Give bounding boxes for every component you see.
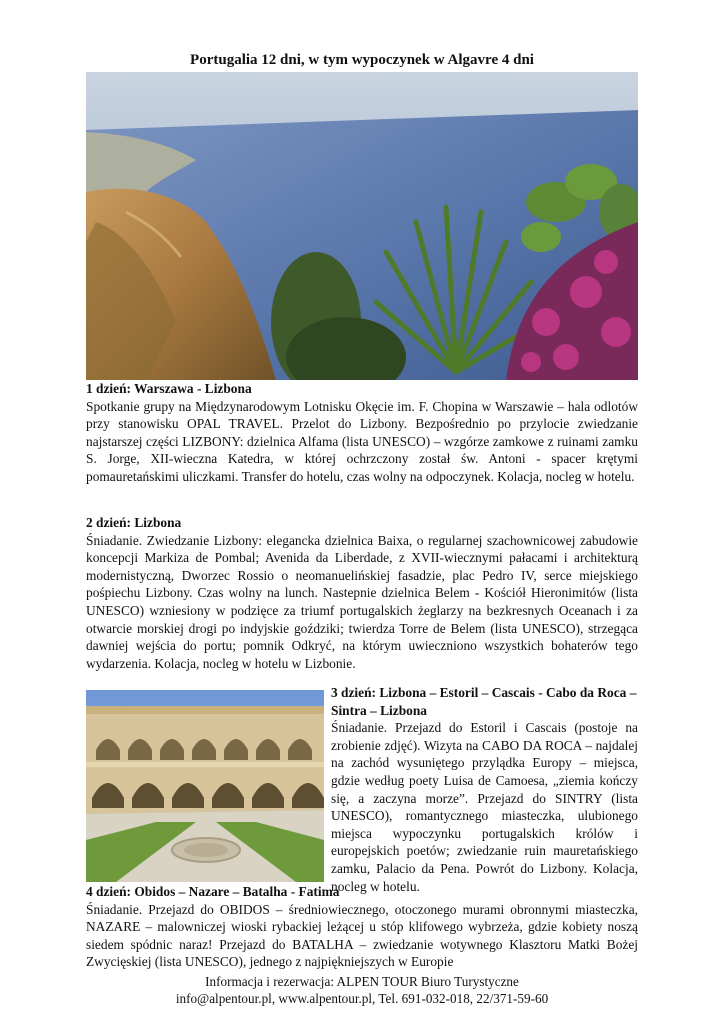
day-4-section [86, 883, 638, 973]
day-3-section [331, 684, 638, 895]
day-1-section [86, 380, 638, 486]
day-2-section [86, 514, 638, 672]
document-title: Portugalia 12 dni, w tym wypoczynek w Algavre 4 dni [190, 52, 534, 68]
day-1-description: Spotkanie grupy na Międzynarodowym Lotnisku Okęcie im. F. Chopina w Warszawie – hala odlotów przy stanowisku OPAL TRAVEL. Przelot do Lizbony. Bezpośrednio po przylocie zwiedzanie najstarszej części LIZBONY: dzielnica Alfama (lista UNESCO) – wzgórze zamkowe z ruinami zamku S. Jorge, XII-wieczna Katedra, w której ochrzczony został św. Antoni - spacer krętymi pomauretańskimi uliczkami. Transfer do hotelu, czas wolny na odpoczynek. Kolacja, nocleg w hotelu. [86, 398, 638, 484]
page-footer [86, 973, 638, 1007]
day-3-description: Śniadanie. Przejazd do Estoril i Cascais (postoje na zrobienie zdjęć). Wizyta na CABO DA ROCA – najdalej na zachód wysuniętego przylądka Europy – miejsca, gdzie według poety Luisa de Camoesa, „ziemia kończy się, a zaczyna morze”. Przejazd do SINTRY (lista UNESCO), romantycznego miasteczka, ulubionego miejsca wypoczynku portugalskich królów i europejskich poetów; zwiedzanie ruin mauretańskiego zamku, Palacio da Pena. Powrót do Lizbony. Kolacja, nocleg w hotelu. [331, 720, 638, 894]
day-4-description: Śniadanie. Przejazd do OBIDOS – średniowiecznego, otoczonego murami obronnymi miasteczka, NAZARE – malowniczej wioski rybackiej leżącej u stóp klifowego wybrzeża, gdzie kobiety noszą siedem spódnic naraz! Przejazd do BATALHA – zwiedzanie wotywnego Klasztoru Matki Bożej Zwycięskiej (lista UNESCO), jednego z najpiękniejszych w Europie [86, 901, 638, 970]
footer-booking-info: Informacja i rezerwacja: ALPEN TOUR Biuro Turystyczne [205, 974, 519, 989]
day-2-heading: 2 dzień: Lizbona [86, 515, 182, 530]
day-4-heading: 4 dzień: Obidos – Nazare – Batalha - Fatima [86, 884, 340, 899]
coastal-cliff-photo [86, 72, 638, 380]
day-3-heading: 3 dzień: Lizbona – Estoril – Cascais - Cabo da Roca – Sintra – Lizbona [331, 685, 637, 718]
footer-contact-info: info@alpentour.pl, www.alpentour.pl, Tel. 691-032-018, 22/371-59-60 [175, 991, 549, 1006]
day-2-description: Śniadanie. Zwiedzanie Lizbony: elegancka dzielnica Baixa, o regularnej szachownicowej zabudowie koncepcji Markiza de Pombal; Avenida da Liberdade, z XVII-wiecznymi pałacami i architekturą modernistyczną, Dworzec Rossio o neomanuelińskiej fasadzie, plac Pedro IV, serce miejskiego pośpiechu Lizbony. Czas wolny na lunch. Nastepnie dzielnica Belem - Kościół Hieronimitów (lista UNESCO) wzniesiony w podzięce za triumf portugalskich żeglarzy na bezkresnych Oceanach i za otwarcie morskiej drogi po indyjskie goździki; twierdza Torre de Belem (lista UNESCO), strzegąca dawniej wejścia do portu; pomnik Odkryć, na którym uwieczniono wszystkich bohaterów tego wydarzenia. Kolacja, nocleg w hotelu w Lizbonie. [86, 532, 638, 671]
monastery-cloister-photo [86, 690, 324, 882]
day-1-heading: 1 dzień: Warszawa - Lizbona [86, 381, 252, 396]
